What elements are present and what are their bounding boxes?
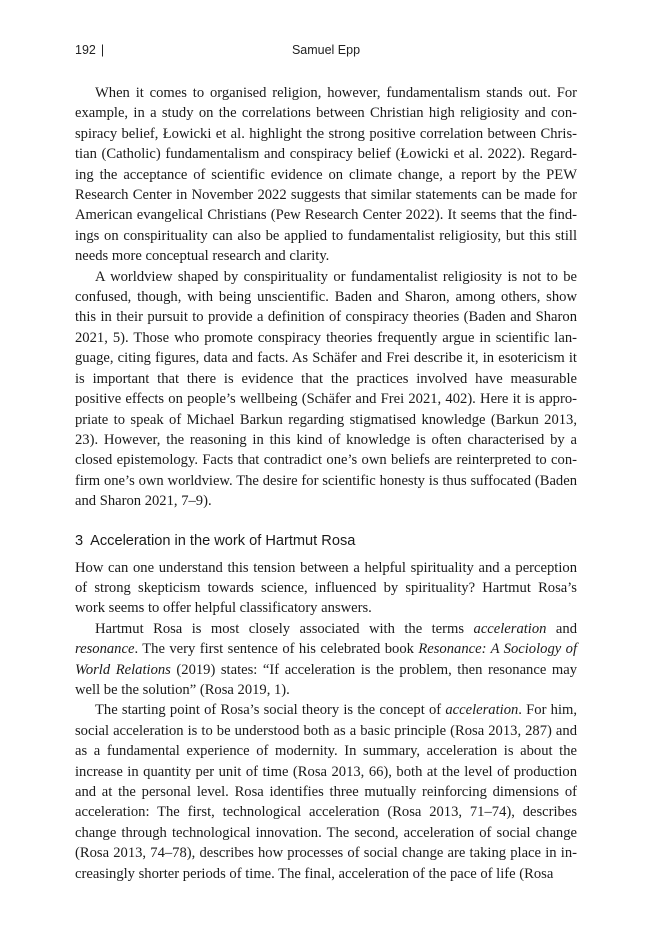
body-text bbox=[75, 83, 577, 884]
paragraphs-after-section bbox=[75, 558, 577, 885]
body-paragraph bbox=[75, 700, 577, 884]
paragraph-text: When it comes to organised religion, however, fundamentalism stands out. For example, in a study on the correlations between Christian high religiosity and conspiracy belief, Łowicki et al. highlight the strong positive correlation between Christian (Catholic) fundamentalism and conspiracy belief (Łowicki et al. 2022). Regarding the acceptance of scientific evidence on climate change, a report by the PEW Research Center in November 2022 suggests that similar statements can be made for American evangelical Christians (Pew Research Center 2022). It seems that the findings on conspirituality can also be applied to fundamentalist religiosity, but this still needs more conceptual research and clarity. bbox=[75, 85, 577, 265]
paragraph-text: Hartmut Rosa is most closely associated with the terms bbox=[95, 620, 474, 637]
running-head bbox=[75, 40, 577, 60]
paragraph-text: . For him, social acceleration is to be understood both as a basic principle (Rosa 2013, 287) and as a fundamental experience of modernity. In summary, acceleration is about the increase in quantity per unit of time (Rosa 2013, 66), both at the level of production and at the personal level. Rosa identifies three mutually reinforcing dimensions of acceleration: The first, technological acceleration (Rosa 2013, 71–74), describes change through technological innovation. The second, acceleration of social change (Rosa 2013, 74–78), describes how processes of social change are taking place in increasingly shorter periods of time. The final, acceleration of the pace of life (Rosa bbox=[75, 702, 578, 882]
section-number: 3 bbox=[75, 532, 84, 549]
italic-term: resonance bbox=[75, 641, 135, 658]
paragraph-text: (2019) states: “If acceleration is the problem, then resonance may well be the solution” (Rosa 2019, 1). bbox=[75, 661, 578, 698]
paragraph-text: . The very first sentence of his celebrated book bbox=[134, 641, 419, 658]
section-title: Acceleration in the work of Hartmut Rosa bbox=[90, 532, 356, 549]
paragraphs-before-section bbox=[75, 83, 577, 512]
paragraph-text: The starting point of Rosa’s social theory is the concept of bbox=[95, 702, 446, 719]
paragraph-text: and bbox=[546, 620, 577, 637]
italic-term: acceleration bbox=[445, 702, 519, 719]
section-heading bbox=[75, 531, 577, 551]
page-number: 192 bbox=[75, 43, 96, 57]
italic-term: Resonance: A Sociology of World Relations bbox=[75, 641, 577, 678]
paragraph-text: How can one understand this tension between a helpful spirituality and a perception of strong skepticism towards science, influenced by spirituality? Hartmut Rosa’s work seems to offer helpful classificatory answers. bbox=[75, 559, 577, 617]
body-paragraph bbox=[75, 558, 577, 619]
italic-term: acceleration bbox=[473, 620, 547, 637]
page bbox=[75, 40, 577, 884]
body-paragraph bbox=[75, 267, 577, 512]
paragraph-text: A worldview shaped by conspirituality or fundamentalist religiosity is not to be confused, though, with being unscientific. Baden and Sharon, among others, show this in their pursuit to provide a definition of conspiracy theories (Baden and Sharon 2021, 5). Those who promote conspiracy theories frequently argue in scientific language, citing figures, data and facts. As Schäfer and Frei describe it, in esotericism it is important that there is evidence that the practices involved have measurable positive effects on people’s wellbeing (Schäfer and Frei 2021, 402). Here it is appropriate to speak of Michael Barkun regarding stigmatised knowledge (Barkun 2013, 23). However, the reasoning in this kind of knowledge is often characterised by a closed epistemology. Facts that contradict one’s own beliefs are reinterpreted to confirm one’s own worldview. The desire for scientific honesty is thus suffocated (Baden and Sharon 2021, 7–9). bbox=[75, 268, 577, 510]
page-number-separator: | bbox=[100, 43, 105, 57]
body-paragraph bbox=[75, 619, 577, 701]
body-paragraph bbox=[75, 83, 577, 267]
running-head-author: Samuel Epp bbox=[291, 43, 361, 57]
